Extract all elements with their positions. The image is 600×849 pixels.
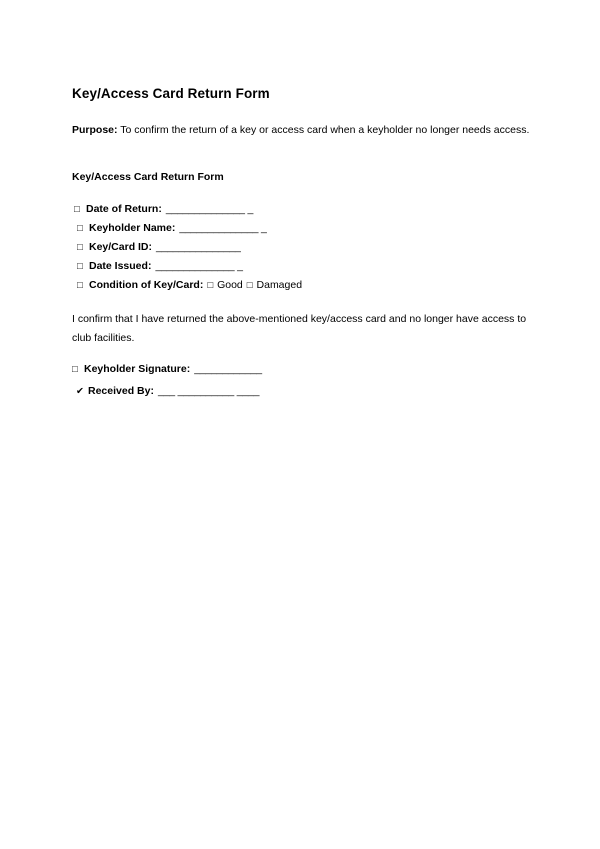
- confirmation-paragraph: I confirm that I have returned the above-mentioned key/access card and no longer have access to club facilities.: [72, 313, 527, 344]
- blank-line: ____________: [194, 363, 262, 375]
- checkbox-icon: □: [77, 280, 83, 291]
- field-key-card-id: [77, 241, 241, 253]
- damaged-option-label: Damaged: [256, 279, 303, 291]
- field-label: Date of Return:: [86, 203, 162, 215]
- check-mark-icon: ✔: [76, 386, 84, 397]
- purpose-paragraph: [72, 121, 532, 140]
- blank-line: ______________ _: [165, 203, 254, 215]
- field-label: Key/Card ID:: [89, 241, 153, 253]
- field-label: Keyholder Signature:: [84, 363, 191, 375]
- field-label: Keyholder Name:: [89, 222, 176, 234]
- field-date-of-return: [74, 203, 253, 215]
- checkbox-icon: □: [77, 242, 83, 253]
- field-label: Condition of Key/Card:: [89, 279, 204, 291]
- blank-line: ______________ _: [179, 222, 267, 234]
- field-keyholder-signature: [72, 363, 262, 375]
- blank-line: ______________ _: [155, 260, 243, 272]
- checkbox-icon: □: [77, 261, 83, 272]
- form-title: Key/Access Card Return Form: [72, 86, 270, 101]
- checkbox-icon: □: [74, 204, 80, 215]
- field-label: Received By:: [88, 385, 154, 397]
- field-received-by: [76, 385, 259, 397]
- good-option-label: Good: [217, 279, 243, 291]
- field-date-issued: [77, 260, 243, 272]
- field-keyholder-name: [77, 222, 267, 234]
- damaged-checkbox[interactable]: □: [246, 280, 253, 291]
- checkbox-icon: □: [72, 364, 78, 375]
- form-subtitle: Key/Access Card Return Form: [72, 171, 224, 183]
- good-checkbox[interactable]: □: [207, 280, 214, 291]
- field-label: Date Issued:: [89, 260, 152, 272]
- checkbox-icon: □: [77, 223, 83, 234]
- blank-line: _______________: [156, 241, 241, 253]
- field-condition: [77, 279, 302, 291]
- purpose-text: To confirm the return of a key or access card when a keyholder no longer needs access.: [117, 124, 530, 136]
- blank-line: ___ __________ ____: [157, 385, 260, 397]
- purpose-label: Purpose:: [72, 124, 118, 136]
